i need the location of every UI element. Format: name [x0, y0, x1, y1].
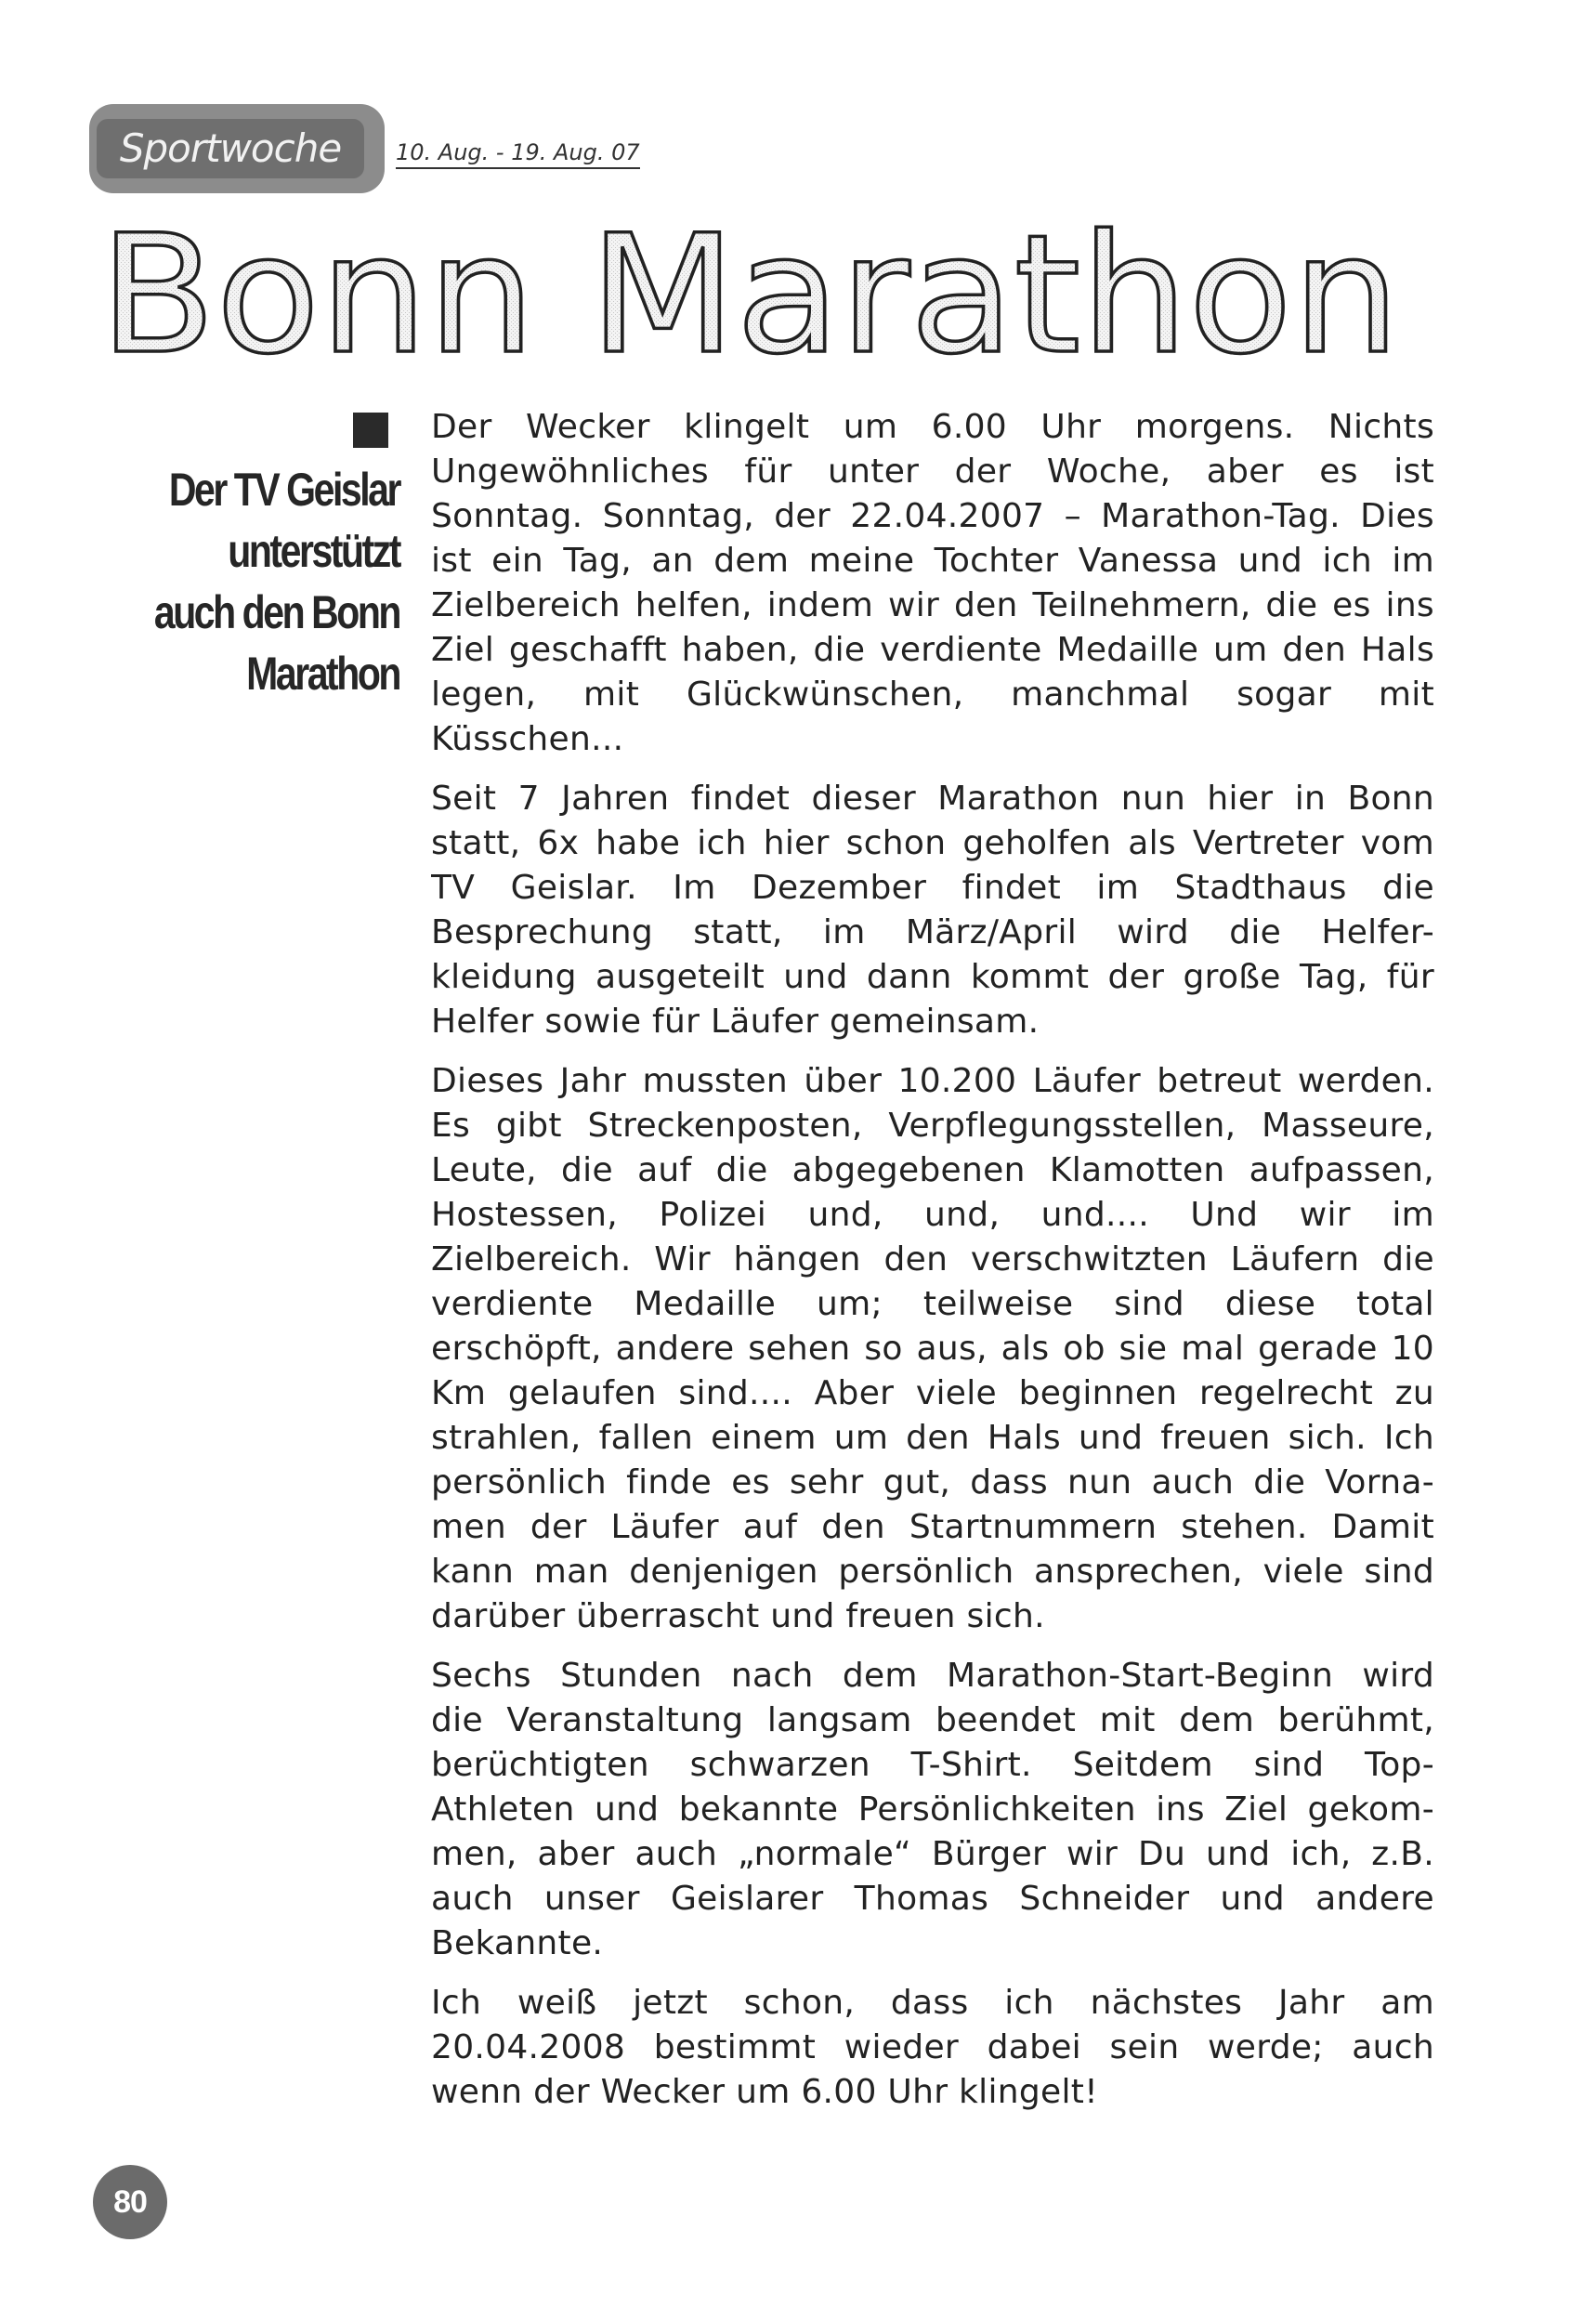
article-line: Ungewöhnliches für unter der Woche, aber es ist	[431, 452, 1434, 491]
article-line: men, aber auch „normale“ Bürger wir Du und ich, z.B.	[431, 1835, 1434, 1873]
headline	[85, 212, 1414, 370]
article-line: Zielbereich. Wir hängen den verschwitzten Läufern die	[431, 1240, 1434, 1279]
article-line: Leute, die auf die abgegebenen Klamotten aufpassen,	[431, 1151, 1434, 1189]
article-line: Seit 7 Jahren findet dieser Marathon nun hier in Bonn	[431, 780, 1434, 818]
article-line: Sechs Stunden nach dem Marathon-Start-Beginn wird	[431, 1657, 1434, 1695]
article-line: berüchtigten schwarzen T-Shirt. Seitdem sind Top-	[431, 1746, 1434, 1784]
article-line: men der Läufer auf den Startnummern stehen. Damit	[431, 1508, 1434, 1546]
date-range: 10. Aug. - 19. Aug. 07	[396, 139, 640, 169]
article-line: Küsschen...	[431, 720, 624, 758]
article-paragraph	[431, 1654, 1434, 1966]
article-line: kleidung ausgeteilt und dann kommt der große Tag, für	[431, 958, 1434, 996]
article-body	[431, 405, 1434, 2130]
article-line: Hostessen, Polizei und, und, und.... Und wir im	[431, 1196, 1434, 1234]
sidebar-line: unterstützt	[228, 525, 399, 577]
article-line: TV Geislar. Im Dezember findet im Stadthaus die	[431, 869, 1434, 907]
section-label: Sportwoche	[119, 125, 342, 171]
article-line: die Veranstaltung langsam beendet mit dem berühmt,	[431, 1701, 1434, 1739]
article-line: ist ein Tag, an dem meine Tochter Vanessa und ich im	[431, 542, 1434, 580]
article-paragraph	[431, 1981, 1434, 2115]
article-line: statt, 6x habe ich hier schon geholfen als Vertreter vom	[431, 824, 1434, 862]
sidebar-line: Marathon	[246, 648, 399, 700]
sidebar-bullet	[353, 413, 388, 448]
article-line: erschöpft, andere sehen so aus, als ob sie mal gerade 10	[431, 1330, 1434, 1368]
article-line: Es gibt Streckenposten, Verpflegungsstellen, Masseure,	[431, 1107, 1434, 1145]
article-line: legen, mit Glückwünschen, manchmal sogar mit	[431, 675, 1434, 714]
article-line: Bekannte.	[431, 1924, 604, 1962]
page-number: 80	[93, 2165, 167, 2239]
article-line: Helfer sowie für Läufer gemeinsam.	[431, 1003, 1040, 1041]
article-line: Km gelaufen sind.... Aber viele beginnen regelrecht zu	[431, 1374, 1434, 1412]
article-line: darüber überrascht und freuen sich.	[431, 1597, 1045, 1635]
article-line: verdiente Medaille um; teilweise sind diese total	[431, 1285, 1434, 1323]
article-line: Der Wecker klingelt um 6.00 Uhr morgens. Nichts	[431, 408, 1434, 446]
section-badge-inner	[97, 119, 364, 178]
section-badge	[89, 104, 385, 193]
sidebar-line: Der TV Geislar	[168, 464, 399, 516]
article-paragraph	[431, 777, 1434, 1044]
article-line: Ziel geschafft haben, die verdiente Medaille um den Hals	[431, 631, 1434, 669]
article-line: Dieses Jahr mussten über 10.200 Läufer betreut werden.	[431, 1062, 1434, 1100]
article-line: Sonntag. Sonntag, der 22.04.2007 – Marathon-Tag. Dies	[431, 497, 1434, 535]
article-paragraph	[431, 1059, 1434, 1639]
article-line: auch unser Geislarer Thomas Schneider und andere	[431, 1880, 1434, 1918]
article-line: persönlich finde es sehr gut, dass nun auch die Vorna-	[431, 1463, 1434, 1502]
article-line: kann man denjenigen persönlich ansprechen, viele sind	[431, 1553, 1434, 1591]
article-paragraph	[431, 405, 1434, 762]
article-line: wenn der Wecker um 6.00 Uhr klingelt!	[431, 2073, 1098, 2111]
article-line: Besprechung statt, im März/April wird die Helfer-	[431, 913, 1434, 951]
sidebar-quote	[93, 459, 399, 704]
article-line: 20.04.2008 bestimmt wieder dabei sein werde; auch	[431, 2028, 1434, 2066]
article-line: strahlen, fallen einem um den Hals und freuen sich. Ich	[431, 1419, 1434, 1457]
article-line: Ich weiß jetzt schon, dass ich nächstes Jahr am	[431, 1984, 1434, 2022]
headline-text: Bonn Marathon	[99, 212, 1400, 370]
article-line: Zielbereich helfen, indem wir den Teilnehmern, die es ins	[431, 586, 1434, 624]
sidebar-line: auch den Bonn	[153, 586, 399, 638]
article-line: Athleten und bekannte Persönlichkeiten ins Ziel gekom-	[431, 1790, 1434, 1829]
